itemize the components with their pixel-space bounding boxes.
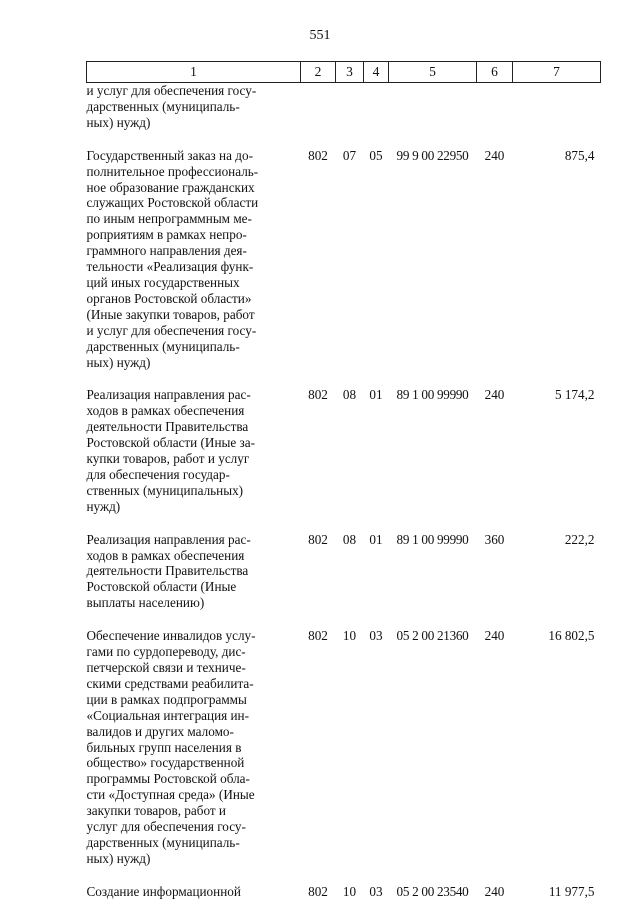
table-row — [87, 387, 601, 531]
subsection-code: 05 — [369, 147, 383, 163]
description-line: сти «Доступная среда» (Иные — [86, 787, 255, 803]
amount-value: 11 977,5 — [548, 883, 595, 899]
expense-type-code — [477, 83, 513, 148]
description-line: ственных (муниципальных) — [86, 482, 244, 498]
table-row — [87, 628, 601, 884]
description-line: Ростовской области (Иные — [86, 579, 237, 595]
expense-type-code: 240 — [484, 147, 505, 163]
description-line: Реализация направления рас- — [86, 387, 251, 403]
subsection-code: 01 — [369, 387, 383, 403]
description-line: ных) нужд) — [86, 354, 151, 370]
description-line: общество» государственной — [86, 755, 245, 771]
description-line: граммного направления дея- — [86, 243, 247, 259]
expense-type-code: 240 — [484, 628, 505, 644]
description-line: ции в рамках подпрограммы — [86, 691, 247, 707]
section-code: 10 — [342, 628, 357, 644]
header-col-5: 5 — [389, 62, 477, 83]
target-article-code: 05 2 00 21360 — [396, 628, 469, 644]
ministry-code — [301, 83, 336, 148]
description-line: дарственных (муниципаль- — [86, 98, 240, 114]
description-line: деятельности Правительства — [86, 563, 249, 579]
expense-type-code: 240 — [484, 387, 505, 403]
section-code: 10 — [342, 883, 357, 899]
budget-table — [86, 61, 601, 900]
table-row — [87, 532, 601, 629]
ministry-code: 802 — [308, 387, 328, 403]
description-line: петчерской связи и техниче- — [86, 660, 246, 675]
description-line: дарственных (муниципаль- — [86, 338, 240, 354]
expense-type-code: 360 — [484, 531, 505, 547]
description-line: Ростовской области (Иные за- — [86, 435, 255, 451]
table-row — [87, 83, 601, 148]
target-article-code: 99 9 00 22950 — [396, 147, 469, 163]
description-line: и услуг для обеспечения госу- — [86, 322, 257, 338]
description-line: служащих Ростовской области — [86, 195, 259, 211]
header-col-1: 1 — [87, 62, 301, 83]
description-line: Реализация направления рас- — [86, 531, 251, 547]
ministry-code: 802 — [308, 147, 328, 163]
description-line: органов Ростовской области» — [86, 290, 252, 306]
section-code: 08 — [342, 387, 357, 403]
header-col-3: 3 — [336, 62, 364, 83]
row-description — [87, 83, 301, 148]
target-article-code: 89 1 00 99990 — [396, 387, 469, 403]
description-line: ных) нужд) — [86, 850, 151, 866]
description-line: тельности «Реализация функ- — [86, 259, 254, 275]
section-code: 08 — [342, 531, 357, 547]
row-description — [87, 532, 301, 629]
description-line: деятельности Правительства — [86, 419, 249, 435]
description-line: (Иные закупки товаров, работ — [86, 306, 255, 322]
description-line: закупки товаров, работ и — [86, 803, 226, 819]
description-line: нужд) — [86, 498, 121, 514]
description-line: «Социальная интеграция ин- — [86, 707, 250, 723]
amount-value: 875,4 — [564, 147, 595, 163]
header-col-2: 2 — [301, 62, 336, 83]
amount-value: 16 802,5 — [548, 628, 595, 644]
row-description — [87, 148, 301, 388]
description-line: ций иных государственных — [86, 274, 240, 290]
section-code — [336, 83, 364, 148]
description-line: ходов в рамках обеспечения — [86, 403, 245, 419]
subsection-code — [364, 83, 389, 148]
description-line: услуг для обеспечения госу- — [86, 819, 246, 835]
expense-type-code: 240 — [484, 883, 505, 899]
subsection-code: 03 — [369, 628, 383, 644]
description-line: Государственный заказ на до- — [86, 147, 253, 163]
description-line: валидов и других маломо- — [86, 723, 234, 739]
description-line: полнительное профессиональ- — [86, 163, 259, 179]
row-description — [87, 628, 301, 884]
description-line: Обеспечение инвалидов услу- — [86, 628, 256, 644]
description-line: по иным непрограммным ме- — [86, 211, 252, 227]
description-line: выплаты населению) — [86, 595, 205, 611]
description-line: ных) нужд) — [86, 114, 151, 130]
header-col-4: 4 — [364, 62, 389, 83]
amount-value — [513, 83, 601, 148]
description-line: ное образование гражданских — [86, 179, 255, 195]
table-row — [87, 148, 601, 388]
description-line: дарственных (муниципаль- — [86, 834, 240, 850]
subsection-code: 03 — [369, 883, 383, 899]
target-article-code — [389, 83, 477, 148]
amount-value: 222,2 — [564, 531, 595, 547]
ministry-code: 802 — [308, 883, 328, 899]
description-line: роприятиям в рамках непро- — [86, 227, 247, 243]
description-line: программы Ростовской обла- — [86, 771, 250, 787]
ministry-code: 802 — [308, 628, 328, 644]
description-line: ходов в рамках обеспечения — [86, 547, 245, 563]
description-line: для обеспечения государ- — [86, 466, 230, 482]
description-line: скими средствами реабилита- — [86, 675, 254, 691]
description-line: бильных групп населения в — [86, 739, 242, 755]
description-line: гами по сурдопереводу, дис- — [86, 644, 246, 660]
table-row — [87, 884, 601, 900]
row-description — [87, 387, 301, 531]
page-number: 551 — [309, 28, 331, 43]
table-body — [87, 83, 601, 900]
description-line: купки товаров, работ и услуг — [86, 451, 250, 467]
table-header-row — [87, 62, 601, 83]
description-line: Создание информационной — [86, 883, 241, 899]
target-article-code: 05 2 00 23540 — [396, 883, 469, 899]
ministry-code: 802 — [308, 531, 328, 547]
section-code: 07 — [342, 147, 357, 163]
header-col-7: 7 — [513, 62, 601, 83]
header-col-6: 6 — [477, 62, 513, 83]
row-description — [87, 884, 301, 900]
description-line: и услуг для обеспечения госу- — [86, 83, 257, 98]
subsection-code: 01 — [369, 531, 383, 547]
amount-value: 5 174,2 — [554, 387, 595, 403]
target-article-code: 89 1 00 99990 — [396, 531, 469, 547]
